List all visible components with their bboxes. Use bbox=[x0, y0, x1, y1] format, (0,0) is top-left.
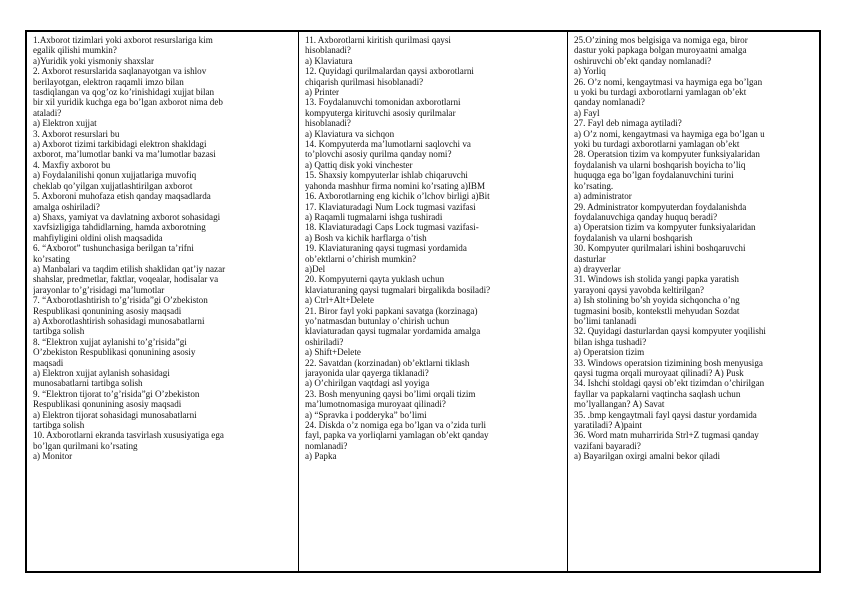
text-line: yo’natmasdan butunlay o’chirish uchun bbox=[305, 315, 450, 326]
text-line: Respublikasi qonunining asosiy maqsadi bbox=[33, 305, 182, 316]
text-line: yaratiladi? A)paint bbox=[574, 420, 642, 431]
text-line: bir xil yuridik kuchga ega bo’lgan axborot nima deb bbox=[33, 97, 223, 108]
text-line: shahslar, predmetlar, faktlar, voqealar, hodisalar va bbox=[33, 274, 219, 285]
text-line: 23. Bosh menyuning qaysi bo’limi orqali tizim bbox=[305, 388, 476, 399]
text-line: tasdiqlangan va qog’oz ko’rinishidagi xujjat bilan bbox=[33, 87, 215, 98]
text-line: hisoblanadi? bbox=[305, 45, 351, 56]
text-line: klaviaturadan qaysi tugmalar yordamida amalga bbox=[305, 326, 481, 337]
text-line: ob’ektlarni o’chirish mumkin? bbox=[305, 253, 417, 264]
text-line: 17. Klaviaturadagi Num Lock tugmasi vazifasi bbox=[305, 201, 476, 212]
text-line: 8. “Elektron xujjat aylanishi to’g’risida”gi bbox=[33, 336, 187, 347]
text-line: amalga oshiriladi? bbox=[33, 201, 100, 212]
text-line: 4. Maxfiy axborot bu bbox=[33, 159, 111, 170]
text-line: a) Axborotlashtirish sohasidagi munosabatlarni bbox=[33, 315, 205, 326]
text-line: a) Qattiq disk yoki vinchester bbox=[305, 159, 413, 170]
text-line: klaviaturaning qaysi tugmalari birgalikda bosiladi? bbox=[305, 284, 491, 295]
text-line: 35. .bmp kengaytmali fayl qaysi dastur yordamida bbox=[574, 409, 757, 420]
text-line: a) Shaxs, yamiyat va davlatning axborot sohasidagi bbox=[33, 211, 221, 222]
text-line: a) Bosh va kichik harflarga o’tish bbox=[305, 232, 427, 243]
text-line: 3. Axborot resurslari bu bbox=[33, 128, 120, 139]
text-line: jarayonida ular qayerga tiklanadi? bbox=[305, 368, 429, 378]
text-line: egalik qilishi mumkin? bbox=[33, 45, 117, 56]
text-line: maqsadi bbox=[33, 357, 64, 368]
text-line: 9. “Elektron tijorat to’g’risida”gi O’zbekiston bbox=[33, 388, 200, 399]
text-line: 29. Administrator kompyuterdan foydalanishda bbox=[574, 201, 747, 212]
text-line: 31. Windows ish stolida yangi papka yaratish bbox=[574, 274, 739, 285]
text-line: huquqga ega bo’lgan foydalanuvchini turini bbox=[574, 170, 734, 181]
text-line: a) Printer bbox=[305, 87, 340, 98]
text-line: 28. Operatsion tizim va kompyuter funksiyalaridan bbox=[574, 149, 760, 160]
question-sheet bbox=[25, 30, 821, 573]
text-line: jarayonlar to’g’risidagi ma’lumotlar bbox=[33, 284, 165, 295]
text-line: a) Shift+Delete bbox=[305, 347, 361, 358]
text-line: a)Del bbox=[305, 263, 326, 274]
text-line: vazifani bayaradi? bbox=[574, 440, 641, 451]
text-line: 1.Axborot tizimlari yoki axborot resurslariga kim bbox=[33, 35, 213, 45]
text-line: a) O’z nomi, kengaytmasi va haymiga ega bo’lgan u bbox=[574, 128, 765, 139]
text-line: a) “Spravka i podderyka” bo’limi bbox=[305, 409, 427, 420]
text-line: a) Operatsion tizim bbox=[574, 347, 645, 358]
text-line: 21. Biror fayl yoki papkani savatga (korzinaga) bbox=[305, 305, 478, 316]
text-line: 36. Word matn muharririda Strl+Z tugmasi qanday bbox=[574, 430, 759, 441]
text-line: fayllar va papkalarni vaqtincha saqlash uchun bbox=[574, 388, 741, 399]
text-line: a) Raqamli tugmalarni ishga tushiradi bbox=[305, 211, 443, 222]
text-line: foydalanish va ularni boshqarish bbox=[574, 232, 693, 243]
text-line: 16. Axborotlarning eng kichik o’lchov birligi a)Bit bbox=[305, 191, 490, 202]
text-line: 24. Diskda o’z nomiga ega bo’lgan va o’zida turli bbox=[305, 420, 487, 431]
text-line: ko’rsating bbox=[33, 253, 70, 264]
text-line: 33. Windows operatsion tizimining bosh menyusiga bbox=[574, 357, 763, 368]
text-line: 30. Kompyuter qurilmalari ishini boshqaruvchi bbox=[574, 243, 746, 254]
text-line: nomlanadi? bbox=[305, 440, 348, 451]
text-line: kompyuterga kirituvchi asosiy qurilmalar bbox=[305, 107, 456, 118]
text-line: a) administrator bbox=[574, 191, 632, 202]
text-line: a)Yuridik yoki yismoniy shaxslar bbox=[33, 55, 154, 66]
text-line: Respublikasi qonunining asosiy maqsadi bbox=[33, 399, 182, 410]
text-line: cheklab qo’yilgan xujjatlashtirilgan axborot bbox=[33, 180, 193, 191]
text-line: 18. Klaviaturadagi Caps Lock tugmasi vazifasi- bbox=[305, 222, 479, 233]
text-line: a) Operatsion tizim va kompyuter funksiyalaridan bbox=[574, 222, 756, 233]
text-line: dasturlar bbox=[574, 253, 606, 264]
text-line: 32. Quyidagi dasturlardan qaysi kompyuter yoqilishi bbox=[574, 326, 766, 337]
text-line: 27. Fayl deb nimaga aytiladi? bbox=[574, 118, 682, 129]
text-line: foydalanuvchiga qanday huquq beradi? bbox=[574, 211, 718, 222]
text-line: dastur yoki papkaga bolgan muroyaatni amalga bbox=[574, 45, 747, 56]
text-line: qaysi tugma orqali muroyaat qilinadi? A) Pusk bbox=[574, 368, 744, 378]
text-line: a) Klaviatura bbox=[305, 55, 353, 66]
text-line: fayl, papka va yorliqlarni yamlagan ob’ekt qanday bbox=[305, 430, 489, 441]
text-line: bo’limi tanlanadi bbox=[574, 315, 637, 326]
text-line: 12. Quyidagi qurilmalardan qaysi axborotlarni bbox=[305, 66, 474, 77]
text-line: 13. Foydalanuvchi tomonidan axborotlarni bbox=[305, 97, 461, 108]
text-line: bilan ishga tushadi? bbox=[574, 336, 647, 347]
text-line: ko’rsating. bbox=[574, 180, 614, 191]
text-line: a) Yorliq bbox=[574, 66, 606, 77]
column-2 bbox=[298, 32, 567, 571]
text-line: 25.O’zining mos belgisiga va nomiga ega, biror bbox=[574, 35, 748, 45]
text-line: tugmasini bosib, kontekstli mehyudan Sozdat bbox=[574, 305, 740, 316]
text-line: yahonda mashhur firma nomini ko’rsating a)IBM bbox=[305, 180, 486, 191]
text-line: munosabatlarni tartibga solish bbox=[33, 378, 143, 389]
text-line: 14. Kompyuterda ma’lumotlarni saqlovchi va bbox=[305, 139, 471, 150]
text-line: to’plovchi asosiy qurilma qanday nomi? bbox=[305, 149, 452, 160]
text-line: mo’lyallangan? A) Savat bbox=[574, 399, 665, 410]
text-line: 10. Axborotlarni ekranda tasvirlash xususiyatiga ega bbox=[33, 430, 224, 441]
text-line: 20. Kompyuterni qayta yuklash uchun bbox=[305, 274, 445, 285]
text-line: a) Elektron xujjat bbox=[33, 118, 97, 129]
text-line: yoki bu turdagi axborotlarni yamlagan ob’ekt bbox=[574, 139, 740, 150]
text-line: a) Papka bbox=[305, 451, 337, 462]
text-line: 2. Axborot resurslarida saqlanayotgan va ishlov bbox=[33, 66, 207, 77]
text-line: 6. “Axborot” tushunchasiga berilgan ta’rifni bbox=[33, 243, 194, 254]
text-line: a) drayverlar bbox=[574, 263, 621, 274]
text-line: berilayotgan, elektron raqamli imzo bilan bbox=[33, 76, 184, 87]
text-line: hisoblanadi? bbox=[305, 118, 351, 129]
text-line: bo’lgan qurilmani ko’rsating bbox=[33, 440, 138, 451]
text-line: 7. “Axborotlashtirish to’g’risida”gi O’zbekiston bbox=[33, 295, 208, 306]
text-line: a) Elektron tijorat sohasidagi munosabatlarni bbox=[33, 409, 197, 420]
text-line: u yoki bu turdagi axborotlarni yamlagan ob’ekt bbox=[574, 87, 747, 98]
text-line: xavfsizligiga tahdidlarning, hamda axborotning bbox=[33, 222, 206, 233]
text-line: yarayoni qaysi yavobda keltirilgan? bbox=[574, 284, 705, 295]
text-line: a) O’chirilgan vaqtdagi asl yoyiga bbox=[305, 378, 430, 389]
text-line: 19. Klaviaturaning qaysi tugmasi yordamida bbox=[305, 243, 467, 254]
text-line: 34. Ishchi stoldagi qaysi ob’ekt tizimdan o’chirilgan bbox=[574, 378, 765, 389]
text-line: a) Ish stolining bo’sh yoyida sichqoncha o’ng bbox=[574, 295, 740, 306]
text-line: a) Manbalari va taqdim etilish shaklidan qat’iy nazar bbox=[33, 263, 226, 274]
text-line: mahfiyligini oldini olish maqsadida bbox=[33, 232, 163, 243]
column-3 bbox=[567, 32, 819, 571]
text-line: foydalanish va ularni boshqarish boyicha to’liq bbox=[574, 159, 746, 170]
text-line: a) Monitor bbox=[33, 451, 73, 462]
text-line: ataladi? bbox=[33, 107, 62, 118]
column-1 bbox=[27, 32, 298, 571]
text-line: a) Fayl bbox=[574, 107, 600, 118]
text-line: a) Axborot tizimi tarkibidagi elektron shakldagi bbox=[33, 139, 207, 150]
text-line: O’zbekiston Respublikasi qonunining asosiy bbox=[33, 347, 196, 358]
text-line: 15. Shaxsiy kompyuterlar ishlab chiqaruvchi bbox=[305, 170, 468, 181]
text-line: a) Ctrl+Alt+Delete bbox=[305, 295, 375, 306]
text-line: oshiriladi? bbox=[305, 336, 344, 347]
text-line: oshiruvchi ob’ekt qanday nomlanadi? bbox=[574, 55, 712, 66]
text-line: a) Klaviatura va sichqon bbox=[305, 128, 395, 139]
text-line: tartibga solish bbox=[33, 326, 85, 337]
text-line: 11. Axborotlarni kiritish qurilmasi qaysi bbox=[305, 35, 451, 45]
text-line: tartibga solish bbox=[33, 420, 85, 431]
text-line: 22. Savatdan (korzinadan) ob’ektlarni tiklash bbox=[305, 357, 470, 368]
text-line: a) Bayarilgan oxirgi amalni bekor qiladi bbox=[574, 451, 721, 462]
text-line: a) Elektron xujjat aylanish sohasidagi bbox=[33, 368, 170, 378]
text-line: chiqarish qurilmasi hisoblanadi? bbox=[305, 76, 424, 87]
text-line: ma’lumotnomasiga muroyaat qilinadi? bbox=[305, 399, 446, 410]
text-line: 26. O’z nomi, kengaytmasi va haymiga ega bo’lgan bbox=[574, 76, 763, 87]
text-line: 5. Axboroni muhofaza etish qanday maqsadlarda bbox=[33, 191, 211, 202]
text-line: axborot, ma’lumotlar banki va ma’lumotlar bazasi bbox=[33, 149, 216, 160]
text-line: a) Foydalanilishi qonun xujjatlariga muvofiq bbox=[33, 170, 197, 181]
text-line: qanday nomlanadi? bbox=[574, 97, 645, 108]
